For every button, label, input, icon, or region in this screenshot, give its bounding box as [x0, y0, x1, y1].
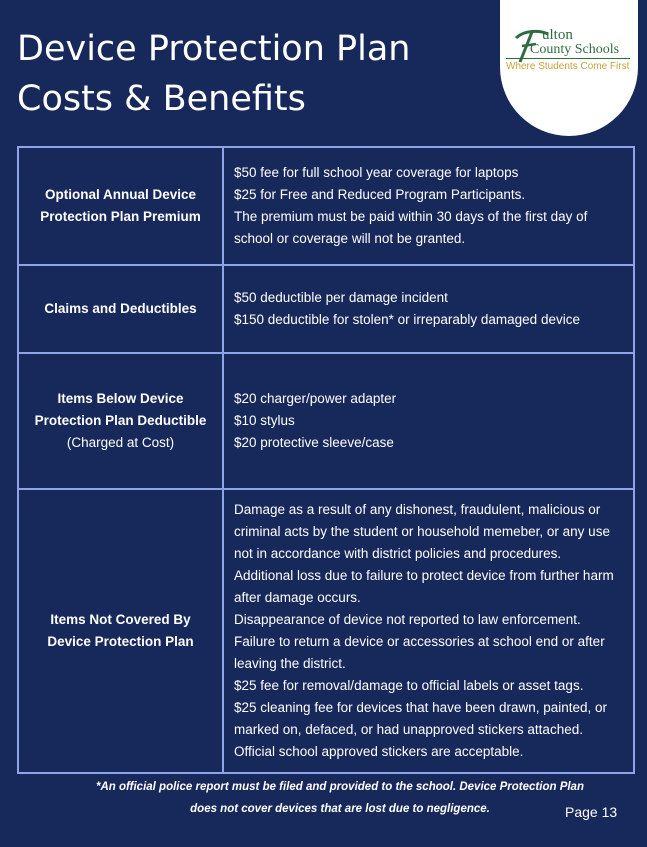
description-line: $25 cleaning fee for devices that have been drawn, painted, or marked on, defaced, or had unapproved stickers attached. Official school approved stickers are acceptable.: [234, 700, 608, 759]
description-line: $25 fee for removal/damage to official labels or asset tags.: [234, 678, 584, 693]
table-row-below-deductible: [18, 353, 634, 489]
description-line: Disappearance of device not reported to law enforcement.: [234, 612, 581, 627]
row-description: [223, 353, 634, 489]
description-line: $10 stylus: [234, 413, 295, 428]
description-line: Damage as a result of any dishonest, fraudulent, malicious or criminal acts by the student or household memeber, or any use not in accordance with district policies and procedures.: [234, 502, 610, 561]
row-label-text: Items Not Covered By Device Protection Plan: [47, 612, 194, 649]
protection-plan-table: [17, 146, 635, 774]
footnote-line-2: does not cover devices that are lost due to negligence.: [190, 803, 490, 815]
logo-name-line-2: County Schools: [530, 42, 620, 57]
description-line: $20 charger/power adapter: [234, 391, 397, 406]
row-label: [18, 147, 223, 265]
page-title: [17, 24, 477, 124]
page-title-line-2: Costs & Benefits: [17, 79, 306, 119]
table-row-premium: [18, 147, 634, 265]
table-row-not-covered: [18, 489, 634, 773]
table-row-claims: [18, 265, 634, 353]
description-line: Additional loss due to failure to protect device from further harm after damage occurs.: [234, 568, 614, 605]
description-line: Failure to return a device or accessories at school end or after leaving the district.: [234, 634, 605, 671]
row-description: [223, 489, 634, 773]
page-number: Page 13: [565, 804, 618, 820]
row-label: [18, 265, 223, 353]
description-line: $25 for Free and Reduced Program Participants.: [234, 187, 526, 202]
logo-divider: [506, 58, 630, 59]
description-line: $50 deductible per damage incident: [234, 290, 448, 305]
logo-name-line-1: ulton: [542, 27, 573, 43]
row-label-text: Claims and Deductibles: [44, 301, 197, 316]
fulton-county-schools-logo: [500, 0, 638, 136]
description-line: $20 protective sleeve/case: [234, 435, 394, 450]
description-line: $150 deductible for stolen* or irreparably damaged device: [234, 312, 580, 327]
row-label-text: Optional Annual Device Protection Plan Premium: [40, 187, 201, 224]
row-description: [223, 147, 634, 265]
logo-tagline: Where Students Come First: [506, 61, 630, 72]
page-title-line-1: Device Protection Plan: [17, 29, 411, 69]
description-line: The premium must be paid within 30 days of the first day of school or coverage will not be granted.: [234, 209, 588, 246]
row-description: [223, 265, 634, 353]
row-label-text: Items Below Device Protection Plan Deductible: [34, 391, 207, 428]
row-label: [18, 489, 223, 773]
description-line: $50 fee for full school year coverage for laptops: [234, 165, 519, 180]
row-label: [18, 353, 223, 489]
footnote-line-1: *An official police report must be filed and provided to the school. Device Protection Plan: [96, 781, 584, 793]
row-label-subtext: (Charged at Cost): [66, 435, 175, 450]
footnote: [60, 776, 620, 820]
